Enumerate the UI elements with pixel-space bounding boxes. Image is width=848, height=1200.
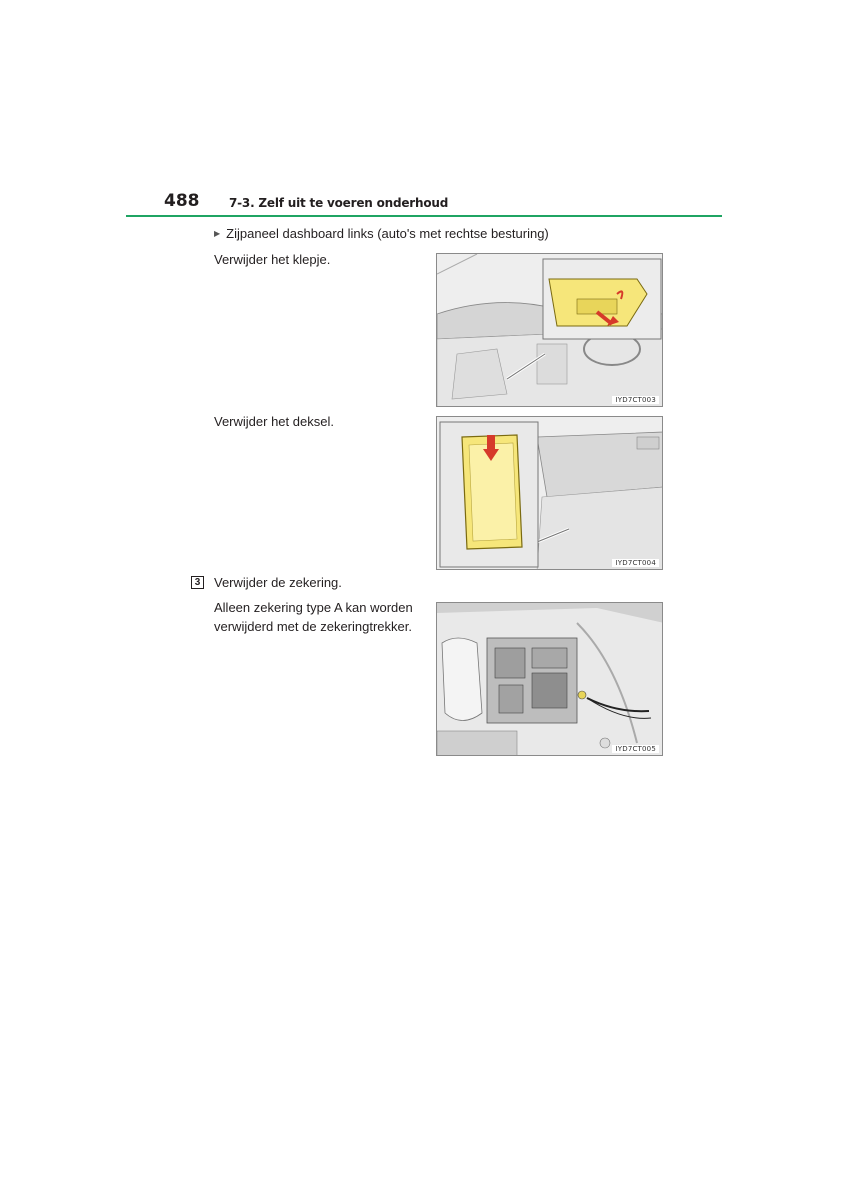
step1-text: Verwijder het klepje. <box>214 252 331 267</box>
step3-note-line1: Alleen zekering type A kan worden <box>214 600 413 615</box>
figure-code: IYD7CT005 <box>612 745 659 753</box>
figure-cover-removal <box>436 416 663 570</box>
figure-code: IYD7CT004 <box>612 559 659 567</box>
cover-removal-illustration <box>437 417 663 570</box>
section-title: 7-3. Zelf uit te voeren onderhoud <box>229 196 449 210</box>
step3-text: Verwijder de zekering. <box>214 575 342 590</box>
header-divider <box>126 215 722 217</box>
bullet-heading-text: Zijpaneel dashboard links (auto's met rechtse besturing) <box>226 226 549 241</box>
figure-code: IYD7CT003 <box>612 396 659 404</box>
engine-fuse-box-illustration <box>437 603 663 756</box>
dashboard-side-panel-illustration <box>437 254 663 407</box>
bullet-heading <box>214 226 549 241</box>
step3-note-line2: verwijderd met de zekeringtrekker. <box>214 619 412 634</box>
figure-dashboard-panel <box>436 253 663 407</box>
page-number: 488 <box>164 191 200 211</box>
step2-text: Verwijder het deksel. <box>214 414 334 429</box>
figure-engine-fuse-box <box>436 602 663 756</box>
triangle-bullet-icon: ▶ <box>214 229 221 238</box>
step3-badge: 3 <box>191 576 204 589</box>
